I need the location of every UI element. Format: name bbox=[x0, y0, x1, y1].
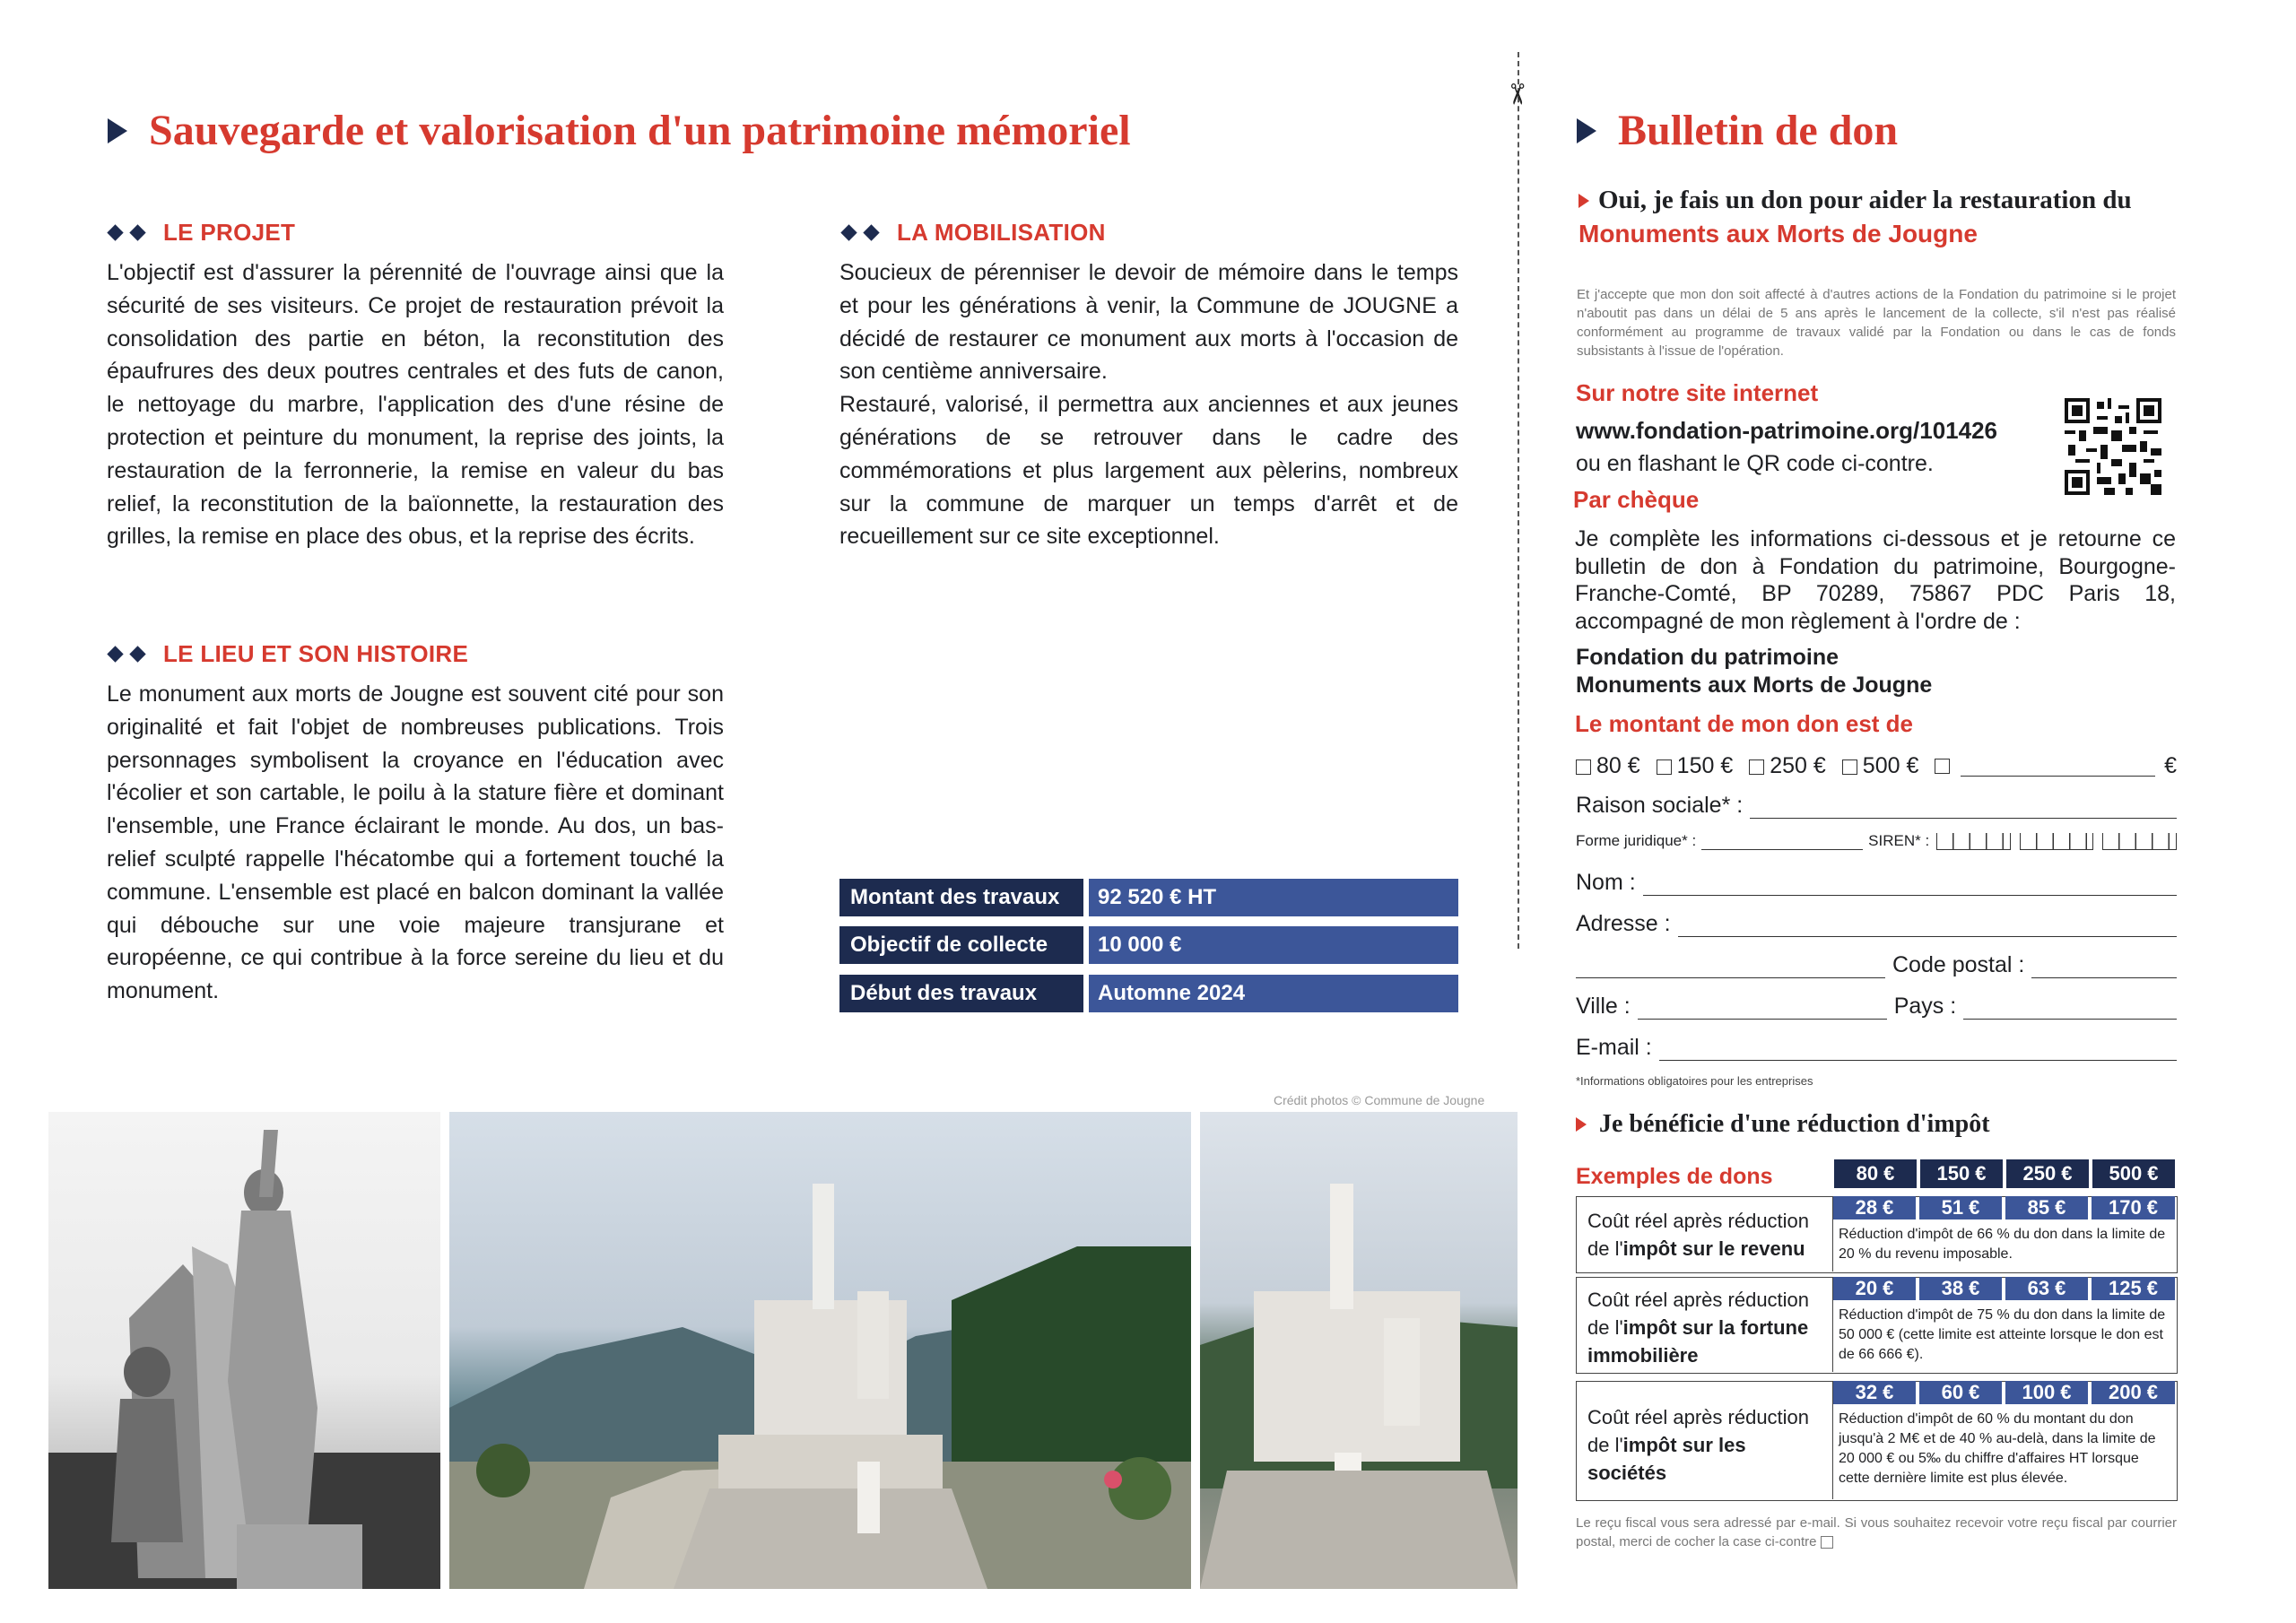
receipt-note bbox=[1576, 1514, 2177, 1551]
field-label: Raison sociale* : bbox=[1576, 793, 1744, 818]
checkbox[interactable] bbox=[1576, 759, 1591, 775]
diamond-icon bbox=[840, 224, 857, 240]
order-line-2: Monuments aux Morts de Jougne bbox=[1576, 673, 1933, 698]
tax-note: Réduction d'impôt de 60 % du montant du don jusqu'à 2 M€ et de 40 % au-delà, dans la limite de 20 000 € ou 5‰ du chiffre d'affaires HT lorsque cette dernière limite est plus élevée. bbox=[1839, 1411, 2156, 1486]
web-qr-text: ou en flashant le QR code ci-contre. bbox=[1576, 451, 1934, 476]
amount-label: 80 € bbox=[1596, 753, 1640, 778]
tax-value: 63 € bbox=[2005, 1277, 2088, 1300]
nom-input[interactable] bbox=[1643, 870, 2177, 896]
summary-label: Objectif de collecte bbox=[839, 926, 1083, 964]
amount-option-other[interactable] bbox=[1935, 753, 2177, 779]
web-heading: Sur notre site internet bbox=[1576, 379, 1819, 406]
tax-header-250: 250 € bbox=[2006, 1159, 2089, 1188]
tax-header-500: 500 € bbox=[2092, 1159, 2175, 1188]
tax-value: 32 € bbox=[1833, 1381, 1916, 1404]
email-input[interactable] bbox=[1659, 1035, 2177, 1061]
title-arrow-icon bbox=[108, 118, 127, 143]
required-note: *Informations obligatoires pour les entreprises bbox=[1576, 1074, 1813, 1088]
siren-input[interactable] bbox=[1936, 833, 2177, 850]
diamond-icon bbox=[129, 224, 145, 240]
lieu-text: Le monument aux morts de Jougne est souvent cité pour son originalité et fait l'objet de nombreuses publications. Trois personnages symbolisent la croyance en l'éducation avec l'écolier et son cartable, le poilu à la stature fière et dominant l'ensemble, une France éclairant le monde. Au dos, un bas-relief sculpté rappelle l'hécatombe qui a fortement touché la commune. L'ensemble est placé en balcon dominant la vallée qui débouche sur une voie majeure transjurane et européenne, ce qui contribue à la force sereine du lieu et du monument. bbox=[107, 681, 724, 1004]
cheque-heading: Par chèque bbox=[1573, 486, 1700, 513]
order-line-1: Fondation du patrimoine bbox=[1576, 645, 1839, 670]
amount-label: 500 € bbox=[1862, 753, 1919, 778]
field-label: Forme juridique* : bbox=[1576, 832, 1697, 849]
photo-monument-bw bbox=[48, 1112, 440, 1589]
checkbox[interactable] bbox=[1749, 759, 1764, 775]
diamond-icon bbox=[863, 224, 879, 240]
tax-row-detail bbox=[1832, 1277, 2178, 1372]
tax-heading bbox=[1576, 1110, 1990, 1139]
diamond-icon bbox=[129, 646, 145, 662]
intro bbox=[1578, 183, 2132, 251]
amount-heading: Le montant de mon don est de bbox=[1575, 710, 1914, 737]
title-arrow-icon bbox=[1577, 118, 1596, 143]
summary-value: Automne 2024 bbox=[1089, 975, 1458, 1012]
tax-arrow-icon bbox=[1576, 1117, 1587, 1132]
adresse-line-2-input[interactable] bbox=[1576, 952, 1885, 978]
tax-value: 38 € bbox=[1919, 1277, 2002, 1300]
summary-value: 92 520 € HT bbox=[1089, 879, 1458, 916]
projet-heading bbox=[109, 219, 295, 247]
field-label: Nom : bbox=[1576, 870, 1636, 895]
tax-value: 125 € bbox=[2092, 1277, 2175, 1300]
forme-juridique-input[interactable] bbox=[1701, 849, 1863, 850]
euro-sign: € bbox=[2164, 753, 2177, 778]
field-label: Adresse : bbox=[1576, 911, 1671, 936]
tax-value: 28 € bbox=[1833, 1196, 1916, 1219]
tax-row-label bbox=[1587, 1286, 1809, 1369]
tax-label-prefix: de l' bbox=[1587, 1316, 1623, 1339]
mobilisation-heading bbox=[843, 219, 1106, 247]
field-forme-siren bbox=[1576, 832, 2177, 850]
adresse-input[interactable] bbox=[1678, 911, 2177, 937]
tax-label-bold: impôt sur les bbox=[1622, 1434, 1746, 1456]
field-label: Code postal : bbox=[1892, 952, 2025, 977]
tax-label-bold: impôt sur la fortune bbox=[1622, 1316, 1809, 1339]
receipt-note-text: Le reçu fiscal vous sera adressé par e-mail. Si vous souhaitez recevoir votre reçu fiscal par courrier postal, merci de cocher la case ci-contre bbox=[1576, 1515, 2177, 1549]
mobilisation-heading-text: LA MOBILISATION bbox=[897, 219, 1106, 246]
mobilisation-paragraph-1: Soucieux de pérenniser le devoir de mémoire dans le temps et pour les générations à venir, la Commune de JOUGNE a décidé de restaurer ce monument aux morts à l'occasion de son centième anniversaire. bbox=[839, 260, 1458, 385]
tax-heading-text: Je bénéficie d'une réduction d'impôt bbox=[1599, 1110, 1990, 1138]
tax-label-bold: impôt sur le revenu bbox=[1622, 1237, 1805, 1260]
tax-row-label bbox=[1587, 1403, 1809, 1487]
tax-row-label bbox=[1587, 1207, 1809, 1263]
amount-option-500[interactable] bbox=[1842, 753, 1919, 779]
ville-input[interactable] bbox=[1638, 994, 1887, 1020]
intro-line-1: Oui, je fais un don pour aider la restauration du bbox=[1598, 186, 2132, 214]
disclaimer: Et j'accepte que mon don soit affecté à d'autres actions de la Fondation du patrimoine si le projet n'aboutit pas dans un délai de 5 ans après le lancement de la collecte, s'il n'est pas réalisé conformément au programme de travaux validé par la Fondation ou dans le cas de fonds subsistants à l'issue de l'opération. bbox=[1577, 287, 2176, 359]
field-adresse bbox=[1576, 911, 2177, 937]
field-nom bbox=[1576, 870, 2177, 896]
tax-row-revenu bbox=[1576, 1196, 2178, 1273]
field-ville-pays bbox=[1576, 994, 2177, 1020]
cheque-text: Je complète les informations ci-dessous et je retourne ce bulletin de don à Fondation du patrimoine, Bourgogne-Franche-Comté, BP 70289, 75867 PDC Paris 18, accompagné de mon règlement à l'ordre de : bbox=[1575, 526, 2176, 634]
intro-line-2: Monuments aux Morts de Jougne bbox=[1578, 220, 1978, 247]
diamond-icon bbox=[107, 646, 123, 662]
mobilisation-text bbox=[839, 256, 1458, 553]
tax-value: 170 € bbox=[2092, 1196, 2175, 1219]
tax-value: 85 € bbox=[2005, 1196, 2088, 1219]
right-page-title bbox=[1577, 106, 1898, 155]
diamond-icon bbox=[107, 224, 123, 240]
field-label: Pays : bbox=[1893, 994, 1957, 1019]
scissors-icon: ✂ bbox=[1500, 82, 1534, 107]
lieu-heading-text: LE LIEU ET SON HISTOIRE bbox=[163, 640, 469, 667]
tax-label-prefix: de l' bbox=[1587, 1237, 1623, 1260]
fold-line bbox=[1518, 52, 1519, 949]
examples-heading: Exemples de dons bbox=[1576, 1164, 1773, 1189]
photo-credit: Crédit photos © Commune de Jougne bbox=[1274, 1093, 1485, 1107]
field-code-postal bbox=[1576, 952, 2177, 978]
tax-row-societes bbox=[1576, 1381, 2178, 1501]
tax-label-line: Coût réel après réduction bbox=[1587, 1289, 1810, 1311]
tax-value: 20 € bbox=[1833, 1277, 1916, 1300]
intro-arrow-icon bbox=[1578, 194, 1589, 208]
web-url[interactable]: www.fondation-patrimoine.org/101426 bbox=[1576, 417, 1997, 444]
tax-label-bold: sociétés bbox=[1587, 1462, 1667, 1484]
summary-value: 10 000 € bbox=[1089, 926, 1458, 964]
tax-label-prefix: de l' bbox=[1587, 1434, 1623, 1456]
raison-sociale-input[interactable] bbox=[1750, 793, 2177, 819]
photo-monument-panorama bbox=[449, 1112, 1191, 1589]
tax-value: 200 € bbox=[2092, 1381, 2175, 1404]
postal-receipt-checkbox[interactable] bbox=[1821, 1536, 1833, 1549]
tax-value: 51 € bbox=[1919, 1196, 2002, 1219]
field-label: Ville : bbox=[1576, 994, 1631, 1019]
projet-text: L'objectif est d'assurer la pérennité de l'ouvrage ainsi que la sécurité de ses visiteurs. Ce projet de restauration prévoit la consolidation des partie en béton, la reconstitution des épaufrures des deux poutres centrales et des futs de canon, le nettoyage du marbre, l'application des d'une résine de protection et peinture du monument, la reprise des joints, la restauration de la ferronnerie, la remise en valeur du bas relief, la reconstitution de la baïonnette, la restauration des grilles, la remise en place des obus, et la reprise des écrits. bbox=[107, 260, 724, 550]
checkbox[interactable] bbox=[1657, 759, 1672, 775]
summary-label: Montant des travaux bbox=[839, 879, 1083, 916]
tax-label-bold: immobilière bbox=[1587, 1344, 1699, 1367]
tax-row-fortune bbox=[1576, 1277, 2178, 1374]
field-label: E-mail : bbox=[1576, 1035, 1652, 1060]
qr-code-icon[interactable] bbox=[2065, 398, 2161, 495]
tax-row-detail bbox=[1832, 1196, 2178, 1271]
tax-note: Réduction d'impôt de 66 % du don dans la limite de 20 % du revenu imposable. bbox=[1839, 1227, 2166, 1262]
tax-row-detail bbox=[1832, 1381, 2178, 1499]
right-title-text: Bulletin de don bbox=[1618, 107, 1899, 154]
amount-label: 150 € bbox=[1676, 753, 1734, 778]
field-email bbox=[1576, 1035, 2177, 1061]
tax-note: Réduction d'impôt de 75 % du don dans la limite de 50 000 € (cette limite est atteinte lorsque le don est de 66 666 €). bbox=[1839, 1307, 2166, 1362]
summary-row-debut bbox=[839, 975, 1458, 1012]
projet-heading-text: LE PROJET bbox=[163, 219, 296, 246]
code-postal-input[interactable] bbox=[2031, 952, 2177, 978]
photo-monument-front bbox=[1200, 1112, 1518, 1589]
tax-value: 100 € bbox=[2005, 1381, 2088, 1404]
tax-value: 60 € bbox=[1919, 1381, 2002, 1404]
checkbox[interactable] bbox=[1935, 759, 1950, 774]
amount-option-250[interactable] bbox=[1749, 753, 1826, 779]
lieu-heading bbox=[109, 640, 468, 668]
summary-row-objectif bbox=[839, 926, 1458, 964]
tax-header-150: 150 € bbox=[1920, 1159, 2003, 1188]
pays-input[interactable] bbox=[1963, 994, 2177, 1020]
left-title-text: Sauvegarde et valorisation d'un patrimoine mémoriel bbox=[149, 107, 1131, 154]
left-page-title bbox=[108, 106, 1131, 155]
summary-label: Début des travaux bbox=[839, 975, 1083, 1012]
amount-option-80[interactable] bbox=[1576, 753, 1640, 779]
field-label: SIREN* : bbox=[1868, 832, 1930, 849]
amount-option-150[interactable] bbox=[1657, 753, 1734, 779]
tax-label-line: Coût réel après réduction bbox=[1587, 1406, 1810, 1428]
mobilisation-paragraph-2: Restauré, valorisé, il permettra aux anciennes et aux jeunes générations de se retrouver dans le cadre des commémorations et plus largement aux pèlerins, nombreux sur la commune de marquer un temps d'arrêt et de recueillement sur ce site exceptionnel. bbox=[839, 392, 1458, 550]
tax-header-80: 80 € bbox=[1834, 1159, 1917, 1188]
other-amount-input[interactable] bbox=[1961, 756, 2155, 777]
tax-label-line: Coût réel après réduction bbox=[1587, 1210, 1810, 1232]
amount-label: 250 € bbox=[1770, 753, 1826, 778]
checkbox[interactable] bbox=[1842, 759, 1857, 775]
summary-row-montant bbox=[839, 879, 1458, 916]
order-payee bbox=[1576, 644, 1932, 699]
field-raison-sociale bbox=[1576, 793, 2177, 819]
amount-options bbox=[1576, 753, 2177, 779]
